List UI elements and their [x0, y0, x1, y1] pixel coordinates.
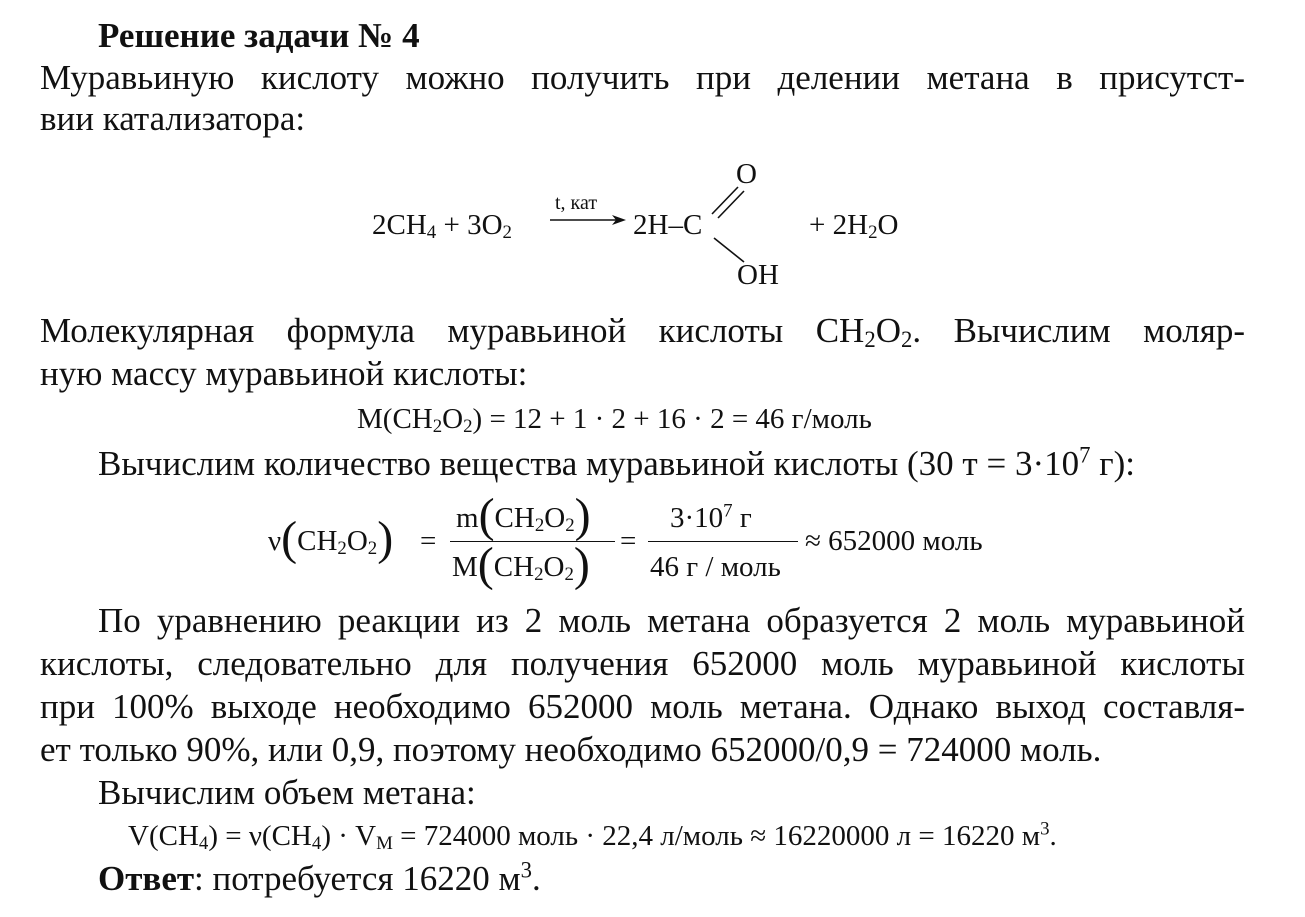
amount-result: ≈ 652000 моль — [805, 525, 983, 557]
fraction-2-denominator: 46 г / моль — [650, 551, 781, 583]
molar-line-2: ную массу муравьиной кислоты: — [40, 354, 528, 393]
reaction-arrow-icon — [548, 212, 628, 228]
equals-sign-2: = — [620, 525, 637, 557]
product-water: + $2H_2O$ — [809, 209, 899, 244]
intro-line-1: Муравьиную кислоту можно получить при делении метана в присутст- — [40, 58, 1245, 97]
fraction-2-bar — [648, 541, 798, 542]
hydroxyl-group: OH — [737, 259, 779, 291]
paragraph-line-1: По уравнению реакции из 2 моль метана образуется 2 моль муравьиной — [98, 601, 1245, 640]
bond-lines-icon — [700, 180, 760, 270]
amount-line: Вычислим количество вещества муравьиной кислоты (30 $т = 3\cdot 10^7$ г): — [98, 442, 1135, 483]
fraction-1-numerator: $m(CH_2O_2)$ — [456, 488, 591, 542]
paragraph-line-2: кислоты, следовательно для получения 652000 моль муравьиной кислоты — [40, 644, 1245, 683]
fraction-1-bar — [450, 541, 615, 542]
volume-equation: $V(CH_4) = \nu(CH_4) \cdot V_M = 724000$ моль · 22,4 л/моль ≈ 16220000 л = 16220 $м^3$. — [128, 818, 1057, 855]
carbonyl-oxygen: O — [736, 158, 757, 190]
page-title: Решение задачи № 4 — [98, 16, 420, 55]
fraction-1-denominator: $M(CH_2O_2)$ — [452, 537, 590, 591]
fraction-2-numerator: $3\cdot 10^7$ г — [670, 500, 752, 534]
answer-label: Ответ — [98, 859, 195, 898]
molar-line-1: Молекулярная формула муравьиной кислоты $CH_2O_2$. Вычислим моляр- — [40, 311, 1245, 352]
equals-sign-1: = — [420, 525, 437, 557]
intro-line-2: вии катализатора: — [40, 99, 306, 138]
molar-mass-equation: $M(CH_2O_2) = 12 + 1 \cdot 2 + 16 \cdot 2 = 46$ г/моль — [357, 403, 872, 438]
reaction-reactants: $2CH_4 + 3O_2$ — [372, 209, 512, 244]
product-acid: 2H–C — [633, 209, 703, 241]
answer-line: Ответ: потребуется 16220 $м^3$. — [98, 857, 541, 898]
paragraph-line-4: ет только 90%, или 0,9, поэтому необходимо 652000/0,9 = 724000 моль. — [40, 730, 1102, 769]
paragraph-line-3: при 100% выходе необходимо 652000 моль метана. Однако выход составля- — [40, 687, 1245, 726]
arrow-label: t, кат — [555, 192, 598, 214]
volume-line: Вычислим объем метана: — [98, 773, 476, 812]
nu-lhs: $\nu(CH_2O_2)$ — [268, 511, 394, 565]
